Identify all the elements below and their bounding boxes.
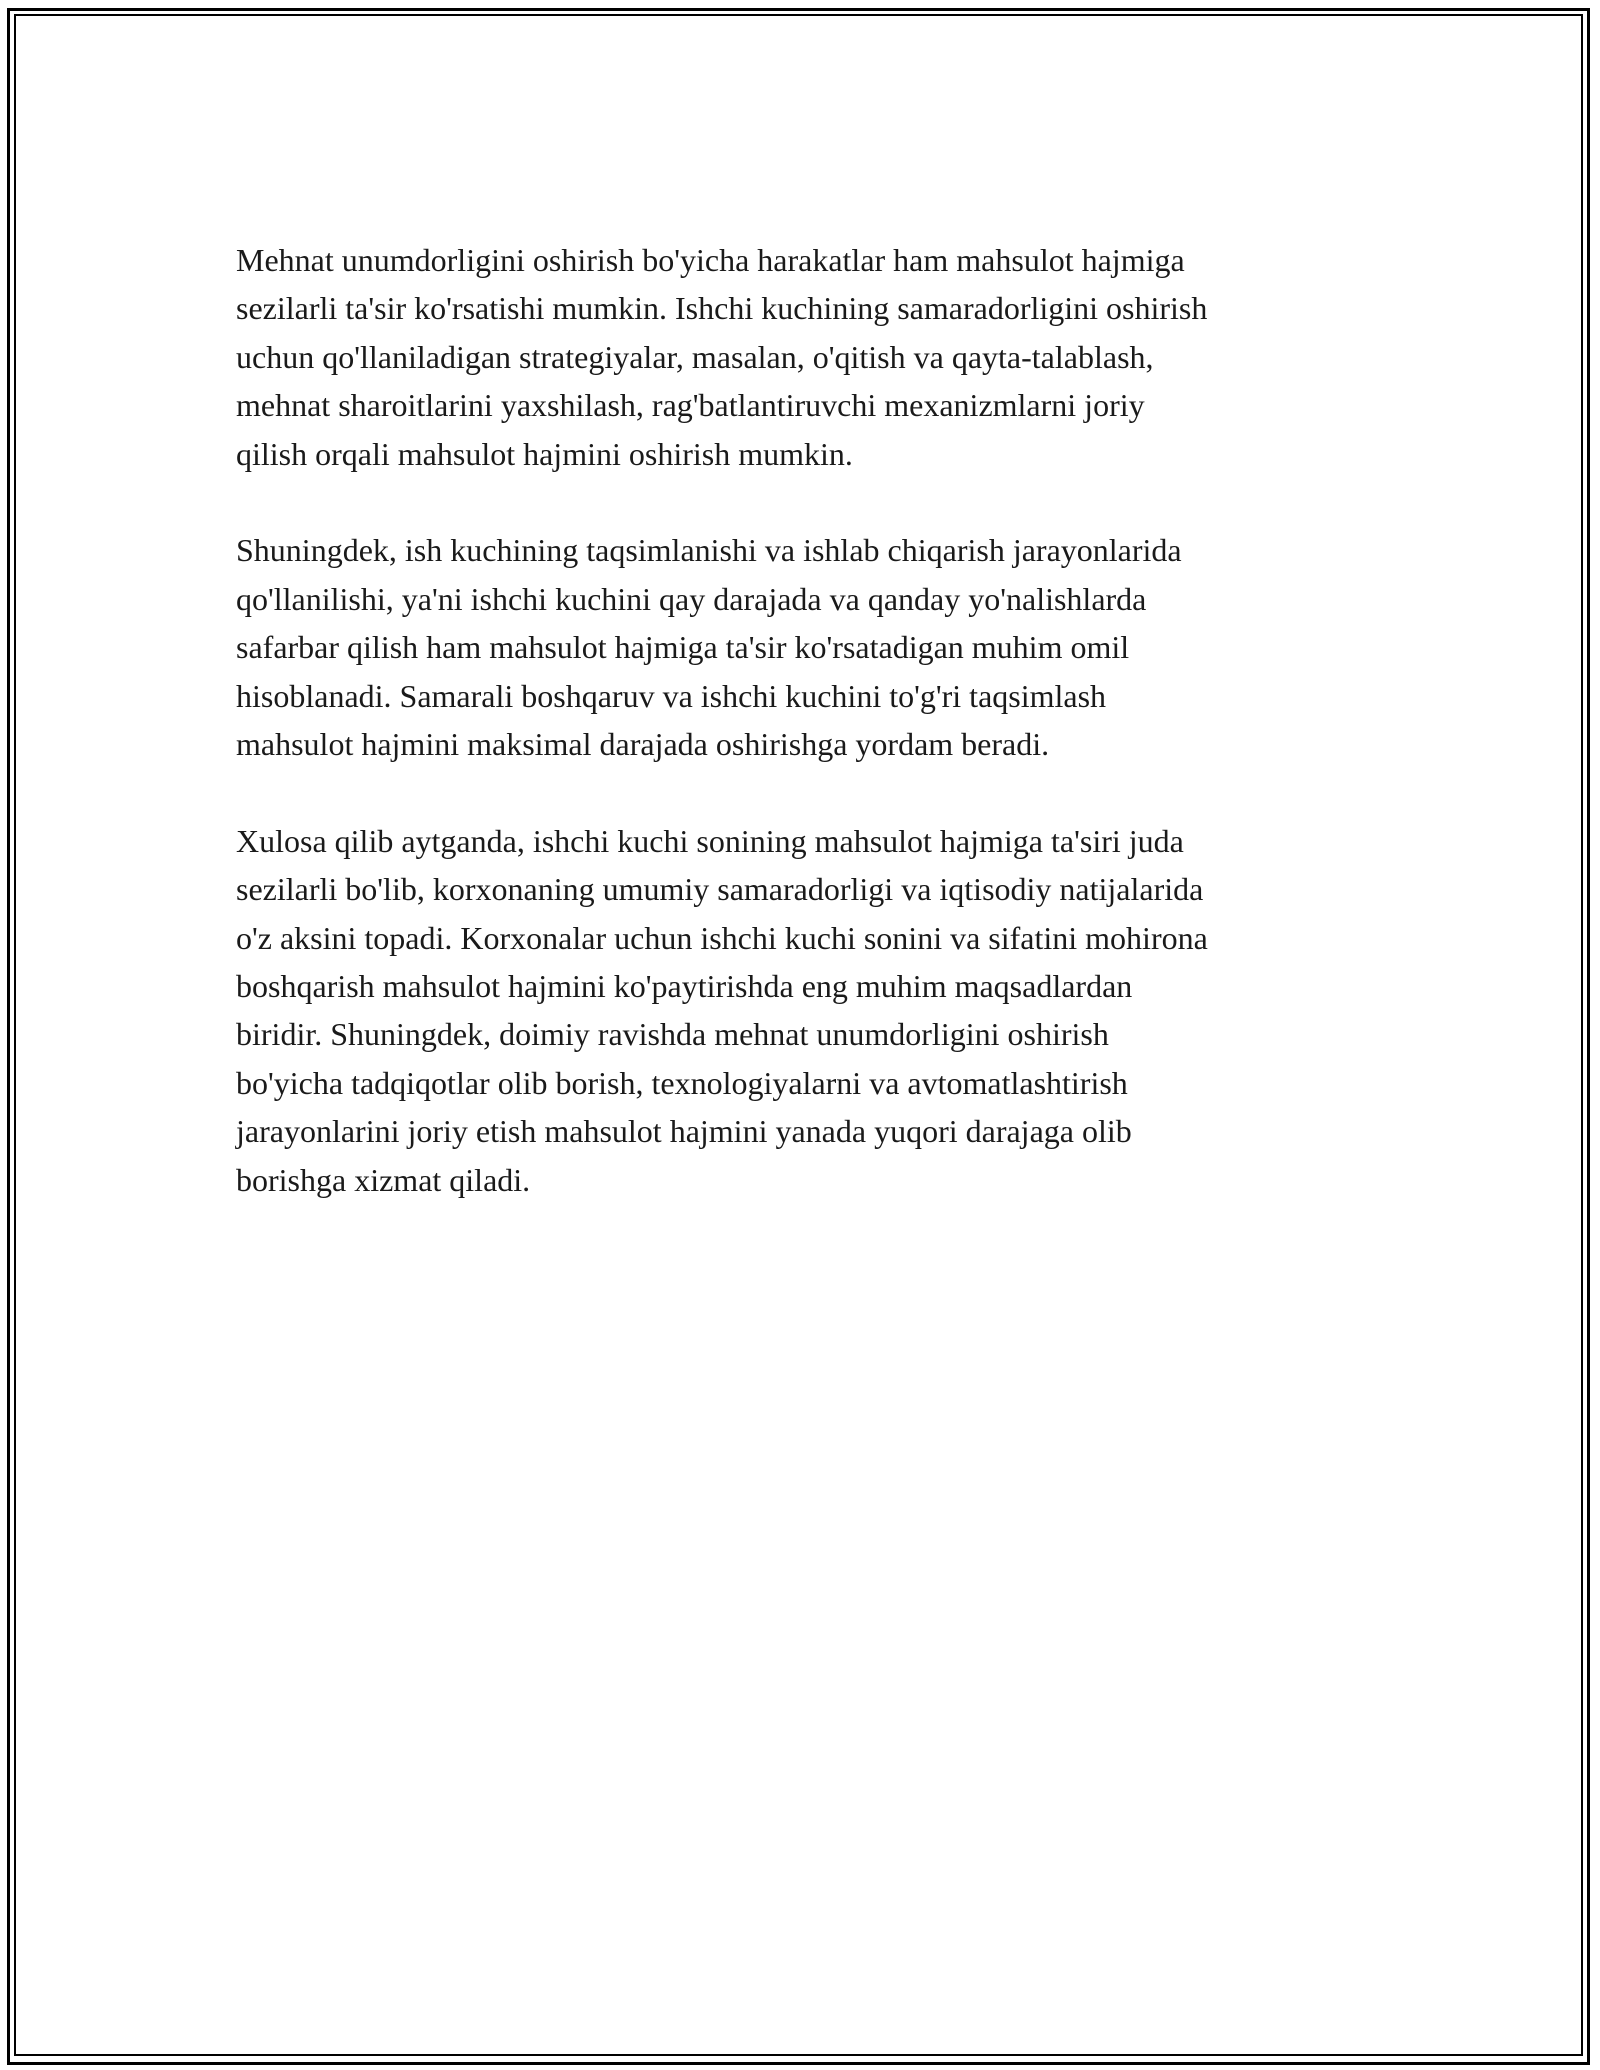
document-body: [236, 236, 1366, 1204]
paragraph-3: Xulosa qilib aytganda, ishchi kuchi sonining mahsulot hajmiga ta'siri juda sezilarli bo'lib, korxonaning umumiy samaradorligi va iqtisodiy natijalarida o'z aksini topadi. Korxonalar uchun ishchi kuchi sonini va sifatini mohirona boshqarish mahsulot hajmini ko'paytirishda eng muhim maqsadlardan biridir. Shuningdek, doimiy ravishda mehnat unumdorligini oshirish bo'yicha tadqiqotlar olib borish, texnologiyalarni va avtomatlashtirish jarayonlarini joriy etish mahsulot hajmini yanada yuqori darajaga olib borishga xizmat qiladi.: [236, 822, 1208, 1198]
paragraph-2: Shuningdek, ish kuchining taqsimlanishi va ishlab chiqarish jarayonlarida qo'llanilishi, ya'ni ishchi kuchini qay darajada va qanday yo'nalishlarda safarbar qilish ham mahsulot hajmiga ta'sir ko'rsatadigan muhim omil hisoblanadi. Samarali boshqaruv va ishchi kuchini to'g'ri taqsimlash mahsulot hajmini maksimal darajada oshirishga yordam beradi.: [236, 532, 1182, 763]
paragraph-1: Mehnat unumdorligini oshirish bo'yicha harakatlar ham mahsulot hajmiga sezilarli ta'sir ko'rsatishi mumkin. Ishchi kuchining samaradorligini oshirish uchun qo'llaniladigan strategiyalar, masalan, o'qitish va qayta-talablash, mehnat sharoitlarini yaxshilash, rag'batlantiruvchi mexanizmlarni joriy qilish orqali mahsulot hajmini oshirish mumkin.: [236, 242, 1208, 472]
